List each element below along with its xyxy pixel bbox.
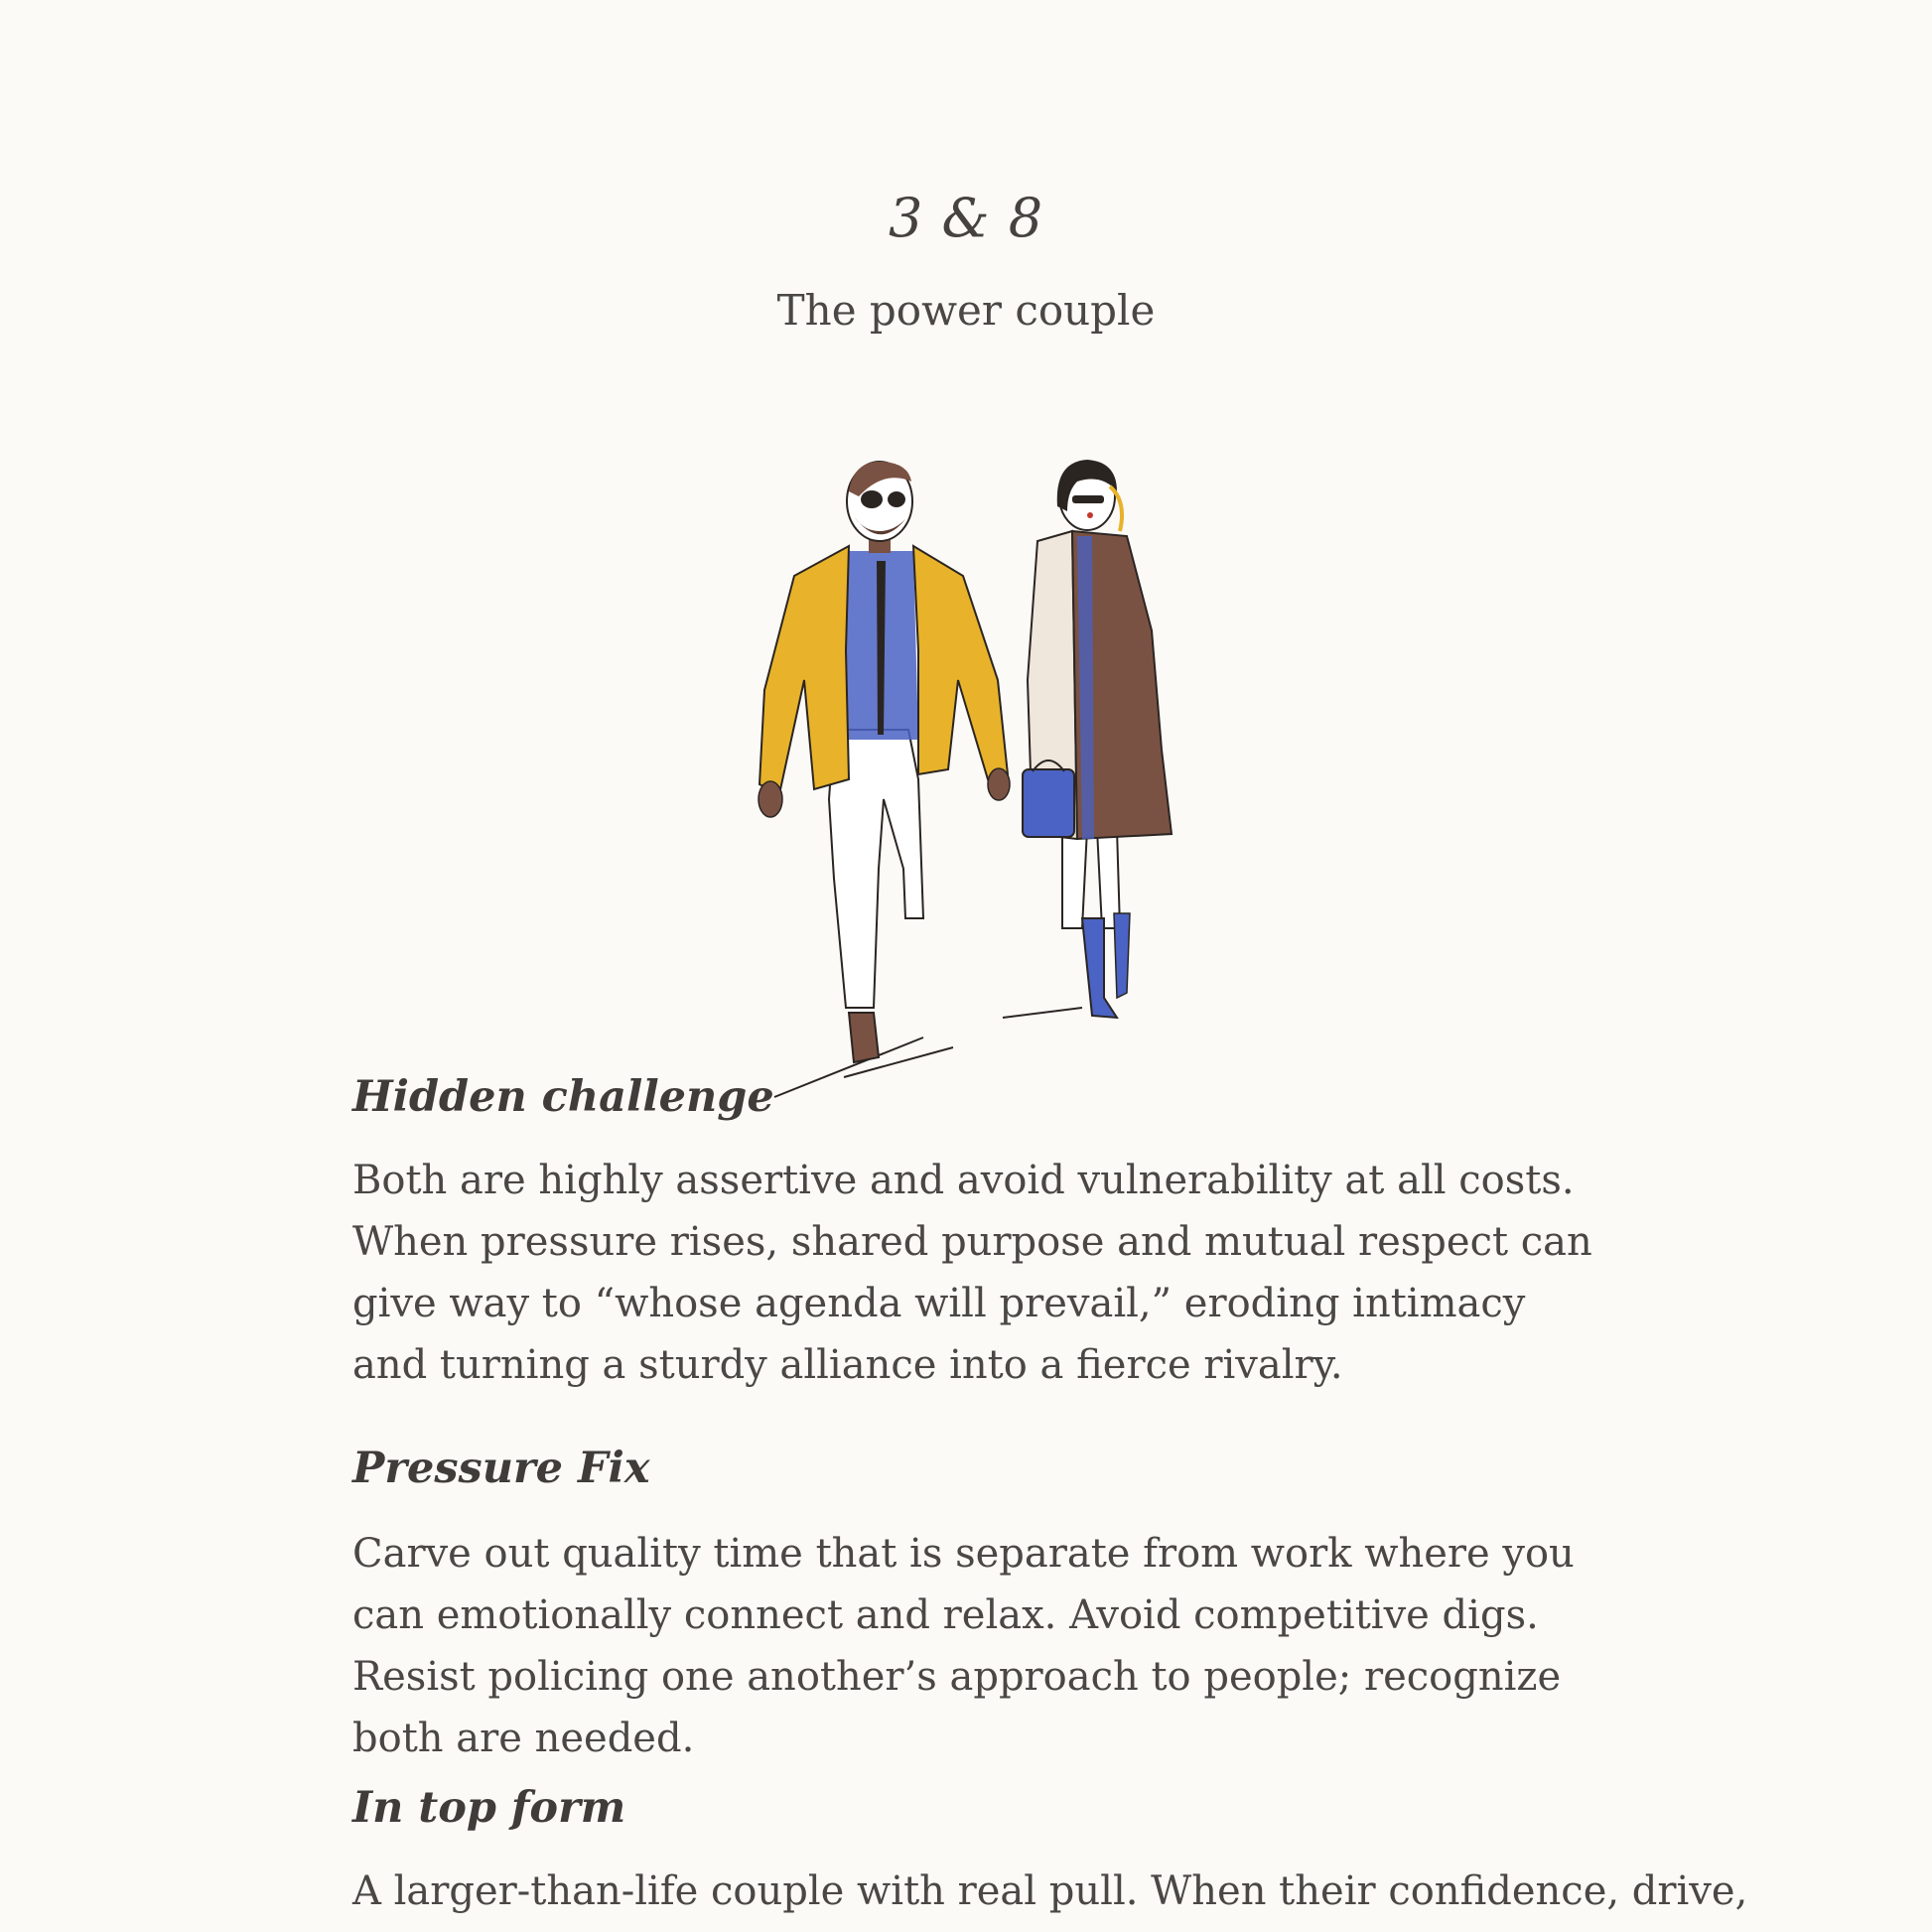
woman-sunglasses <box>1072 495 1104 503</box>
section-in-top-form <box>352 1783 1748 1922</box>
section-body: A larger-than-life couple with real pull. When their confidence, drive, <box>352 1868 1748 1914</box>
man-jacket-right <box>913 546 1008 779</box>
man-hand-left <box>759 781 782 817</box>
man-jacket-left <box>759 546 849 794</box>
page-subtitle: The power couple <box>776 286 1156 335</box>
woman-bag <box>1023 769 1074 837</box>
section-heading: In top form <box>352 1783 626 1833</box>
man-shoe <box>849 1013 879 1062</box>
section-body: Carve out quality time that is separate from work where you can emotionally connect and relax. Avoid competitive digs. Resist policing one another’s approach to people; recognize both are needed. <box>352 1531 1575 1761</box>
section-heading: Hidden challenge <box>352 1072 774 1122</box>
section-hidden-challenge <box>352 1072 1603 1396</box>
section-pressure-fix <box>352 1444 1603 1769</box>
man-figure <box>759 462 1010 1062</box>
section-body: Both are highly assertive and avoid vulnerability at all costs. When pressure rises, shared purpose and mutual respect can give way to “whose agenda will prevail,” eroding intimacy and turning a sturdy alliance into a fierce rivalry. <box>352 1158 1592 1388</box>
man-hand-right <box>988 768 1010 800</box>
man-sunglasses <box>861 490 883 508</box>
walking-couple-illustration <box>735 452 1201 1107</box>
section-heading: Pressure Fix <box>352 1444 650 1493</box>
page-title: 3 & 8 <box>888 187 1044 249</box>
woman-boots <box>1082 918 1117 1018</box>
woman-legs <box>1062 829 1120 928</box>
woman-figure <box>1023 460 1172 1018</box>
